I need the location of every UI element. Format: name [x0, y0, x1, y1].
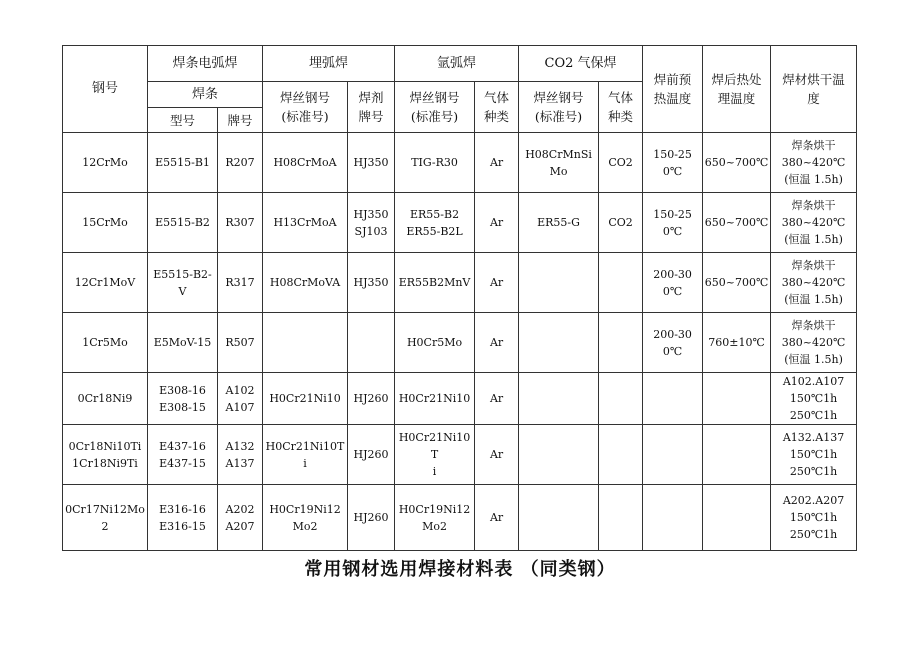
cell-tig-wire — [395, 133, 475, 193]
welding-materials-table — [62, 45, 857, 551]
cell-line: 150℃1h — [789, 448, 838, 461]
cell-line: HJ350 — [353, 207, 389, 221]
cell-tig-gas — [475, 253, 519, 313]
cell-postheat — [703, 253, 771, 313]
cell-line: TIG-R30 — [411, 156, 458, 169]
cell-line: A132 — [225, 439, 255, 453]
cell-line: A202.A207 — [782, 494, 845, 507]
cell-line: E316-15 — [159, 519, 206, 533]
cell-tig-wire — [395, 313, 475, 373]
cell-tig-gas — [475, 133, 519, 193]
cell-co2-gas — [599, 133, 643, 193]
header-electrode-arc-welding: 焊条电弧焊 — [148, 46, 263, 82]
cell-electrode-model — [148, 313, 218, 373]
cell-line: CO2 — [608, 156, 633, 169]
cell-tig-wire — [395, 193, 475, 253]
cell-preheat — [643, 373, 703, 425]
cell-drying — [771, 485, 857, 551]
cell-line: A132.A137 — [782, 431, 845, 444]
cell-steel-no — [63, 133, 148, 193]
cell-line: 650~700℃ — [704, 156, 769, 169]
cell-co2-wire — [519, 133, 599, 193]
cell-electrode-model — [148, 485, 218, 551]
cell-preheat — [643, 133, 703, 193]
header-model: 型号 — [148, 108, 218, 133]
cell-line: V — [178, 284, 187, 298]
cell-line: 12CrMo — [82, 156, 128, 169]
cell-electrode-brand — [218, 313, 263, 373]
cell-tig-wire — [395, 485, 475, 551]
cell-co2-wire — [519, 485, 599, 551]
cell-line: i — [432, 465, 437, 478]
cell-line: R507 — [225, 336, 255, 349]
cell-line: 0Cr17Ni12Mo — [65, 502, 145, 516]
cell-line: H0Cr21Ni10T — [398, 431, 471, 461]
cell-line: 380~420℃ — [781, 276, 846, 289]
cell-line: Mo2 — [292, 519, 318, 533]
cell-electrode-model — [148, 373, 218, 425]
cell-postheat — [703, 133, 771, 193]
cell-line: H0Cr19Ni12 — [398, 502, 471, 516]
header-brand: 牌号 — [218, 108, 263, 133]
cell-steel-no — [63, 253, 148, 313]
cell-line: Mo — [549, 164, 568, 178]
cell-line: SJ103 — [354, 224, 388, 238]
header-postheat-temp: 焊后热处 理温度 — [703, 46, 771, 133]
cell-line: Ar — [489, 511, 504, 524]
cell-preheat — [643, 193, 703, 253]
cell-postheat — [703, 193, 771, 253]
cell-co2-gas — [599, 193, 643, 253]
cell-tig-gas — [475, 193, 519, 253]
cell-saw-wire — [263, 133, 348, 193]
cell-postheat — [703, 373, 771, 425]
cell-steel-no — [63, 373, 148, 425]
cell-line: 1Cr18Ni9Ti — [72, 456, 138, 470]
cell-drying — [771, 313, 857, 373]
cell-line: HJ260 — [353, 392, 389, 405]
cell-line: ER55-G — [537, 216, 580, 229]
cell-line: HJ260 — [353, 448, 389, 461]
header-co2-gas: 气体 种类 — [599, 82, 643, 133]
table-row — [63, 133, 857, 193]
cell-line: 焊条烘干 — [791, 259, 836, 272]
cell-line: ER55-B2 — [409, 207, 460, 221]
cell-line: Ar — [489, 276, 504, 289]
cell-electrode-brand — [218, 133, 263, 193]
cell-line: HJ260 — [353, 511, 389, 524]
cell-line: 150℃1h — [789, 511, 838, 524]
cell-tig-gas — [475, 485, 519, 551]
cell-electrode-brand — [218, 485, 263, 551]
cell-line: E5515-B2 — [155, 216, 210, 229]
header-steel-no: 钢号 — [63, 46, 148, 133]
cell-drying — [771, 253, 857, 313]
cell-line: 200-300℃ — [653, 327, 692, 358]
cell-line: (恒温 1.5h) — [784, 353, 843, 366]
cell-line: Ar — [489, 448, 504, 461]
cell-line: CO2 — [608, 216, 633, 229]
cell-flux — [348, 253, 395, 313]
cell-line: 焊条烘干 — [791, 319, 836, 332]
cell-line: 250℃1h — [789, 465, 838, 478]
cell-postheat — [703, 425, 771, 485]
cell-line: 0Cr18Ni9 — [77, 392, 133, 405]
cell-flux — [348, 313, 395, 373]
cell-line: 12Cr1MoV — [74, 276, 136, 289]
cell-line: H08CrMnSi — [525, 147, 592, 161]
table-body — [63, 133, 857, 551]
cell-electrode-brand — [218, 253, 263, 313]
cell-co2-wire — [519, 193, 599, 253]
table-row — [63, 425, 857, 485]
cell-line: E308-15 — [159, 400, 206, 414]
cell-saw-wire — [263, 313, 348, 373]
cell-preheat — [643, 485, 703, 551]
cell-line: 250℃1h — [789, 409, 838, 422]
cell-steel-no — [63, 313, 148, 373]
cell-line: 15CrMo — [82, 216, 128, 229]
header-preheat-temp: 焊前预 热温度 — [643, 46, 703, 133]
cell-flux — [348, 373, 395, 425]
cell-tig-wire — [395, 425, 475, 485]
cell-line: 0Cr18Ni10Ti — [68, 439, 142, 453]
cell-line: 焊条烘干 — [791, 139, 836, 152]
cell-line: 380~420℃ — [781, 156, 846, 169]
cell-co2-gas — [599, 253, 643, 313]
header-co2-wire: 焊丝钢号 (标准号) — [519, 82, 599, 133]
cell-postheat — [703, 313, 771, 373]
cell-line: A137 — [225, 456, 255, 470]
cell-line: H0Cr5Mo — [406, 336, 463, 349]
cell-line: R317 — [225, 276, 255, 289]
cell-line: 380~420℃ — [781, 336, 846, 349]
cell-line: Ar — [489, 216, 504, 229]
cell-line: A207 — [225, 519, 255, 533]
table-row — [63, 193, 857, 253]
cell-line: (恒温 1.5h) — [784, 233, 843, 246]
cell-line: 1Cr5Mo — [82, 336, 128, 349]
table-row — [63, 313, 857, 373]
cell-line: 焊条烘干 — [791, 199, 836, 212]
cell-flux — [348, 425, 395, 485]
cell-electrode-brand — [218, 373, 263, 425]
cell-tig-gas — [475, 425, 519, 485]
table-caption: 常用钢材选用焊接材料表 （同类钢） — [304, 559, 616, 580]
cell-line: Ar — [489, 156, 504, 169]
cell-line: 380~420℃ — [781, 216, 846, 229]
cell-electrode-model — [148, 133, 218, 193]
cell-line: E5515-B2- — [153, 267, 212, 281]
cell-line: H0Cr19Ni12 — [269, 502, 341, 516]
cell-line: 150℃1h — [789, 392, 838, 405]
cell-flux — [348, 485, 395, 551]
header-flux-brand: 焊剂 牌号 — [348, 82, 395, 133]
cell-co2-wire — [519, 425, 599, 485]
cell-line: E437-16 — [159, 439, 206, 453]
cell-line: H13CrMoA — [273, 216, 337, 229]
cell-saw-wire — [263, 193, 348, 253]
cell-co2-gas — [599, 313, 643, 373]
cell-line: 150-250℃ — [653, 147, 692, 178]
cell-drying — [771, 425, 857, 485]
cell-line: 2 — [101, 519, 109, 533]
cell-line: 250℃1h — [789, 528, 838, 541]
cell-tig-wire — [395, 253, 475, 313]
cell-electrode-brand — [218, 193, 263, 253]
cell-co2-gas — [599, 425, 643, 485]
cell-preheat — [643, 313, 703, 373]
cell-line: R207 — [225, 156, 255, 169]
cell-line: 150-250℃ — [653, 207, 692, 238]
cell-flux — [348, 133, 395, 193]
cell-saw-wire — [263, 253, 348, 313]
cell-line: H0Cr21Ni10 — [269, 392, 341, 405]
cell-co2-gas — [599, 485, 643, 551]
header-saw-wire: 焊丝钢号 (标准号) — [263, 82, 348, 133]
cell-electrode-model — [148, 253, 218, 313]
header-argon-arc-welding: 氩弧焊 — [395, 46, 519, 82]
cell-co2-gas — [599, 373, 643, 425]
cell-tig-gas — [475, 313, 519, 373]
cell-electrode-brand — [218, 425, 263, 485]
cell-line: Ar — [489, 336, 504, 349]
cell-tig-wire — [395, 373, 475, 425]
cell-line: 200-300℃ — [653, 267, 692, 298]
cell-electrode-model — [148, 425, 218, 485]
cell-steel-no — [63, 193, 148, 253]
cell-steel-no — [63, 425, 148, 485]
header-tig-gas: 气体 种类 — [475, 82, 519, 133]
cell-line: E316-16 — [159, 502, 206, 516]
cell-electrode-model — [148, 193, 218, 253]
cell-line: 650~700℃ — [704, 216, 769, 229]
cell-postheat — [703, 485, 771, 551]
cell-line: (恒温 1.5h) — [784, 293, 843, 306]
cell-line: E5515-B1 — [155, 156, 210, 169]
table-row — [63, 373, 857, 425]
cell-steel-no — [63, 485, 148, 551]
header-tig-wire: 焊丝钢号 (标准号) — [395, 82, 475, 133]
cell-line: E5MoV-15 — [153, 336, 212, 349]
cell-line: i — [303, 456, 307, 470]
cell-line: 650~700℃ — [704, 276, 769, 289]
cell-line: R307 — [225, 216, 255, 229]
cell-line: H08CrMoA — [273, 156, 337, 169]
table-row — [63, 253, 857, 313]
cell-drying — [771, 193, 857, 253]
cell-saw-wire — [263, 373, 348, 425]
cell-line: H08CrMoVA — [269, 276, 341, 289]
cell-flux — [348, 193, 395, 253]
cell-line: A102.A107 — [782, 375, 845, 388]
cell-line: HJ350 — [353, 276, 389, 289]
cell-line: ER55B2MnV — [398, 276, 471, 289]
cell-line: Ar — [489, 392, 504, 405]
cell-co2-wire — [519, 373, 599, 425]
table-row — [63, 485, 857, 551]
cell-line: (恒温 1.5h) — [784, 173, 843, 186]
cell-drying — [771, 133, 857, 193]
cell-drying — [771, 373, 857, 425]
header-co2-welding: CO2 气保焊 — [519, 46, 643, 82]
cell-line: ER55-B2L — [406, 224, 463, 238]
cell-line: H0Cr21Ni10T — [265, 439, 345, 453]
cell-co2-wire — [519, 253, 599, 313]
header-drying-temp: 焊材烘干温 度 — [771, 46, 857, 133]
cell-line: E308-16 — [159, 383, 206, 397]
header-submerged-arc-welding: 埋弧焊 — [263, 46, 395, 82]
cell-line: A102 — [225, 383, 255, 397]
cell-line: A107 — [225, 400, 255, 414]
cell-line: Mo2 — [422, 519, 447, 533]
header-electrode: 焊条 — [148, 82, 263, 108]
cell-saw-wire — [263, 485, 348, 551]
cell-line: E437-15 — [159, 456, 206, 470]
cell-line: HJ350 — [353, 156, 389, 169]
cell-tig-gas — [475, 373, 519, 425]
cell-line: 760±10℃ — [708, 336, 765, 349]
cell-co2-wire — [519, 313, 599, 373]
cell-line: H0Cr21Ni10 — [398, 392, 471, 405]
cell-line: A202 — [225, 502, 255, 516]
cell-preheat — [643, 425, 703, 485]
cell-preheat — [643, 253, 703, 313]
cell-saw-wire — [263, 425, 348, 485]
